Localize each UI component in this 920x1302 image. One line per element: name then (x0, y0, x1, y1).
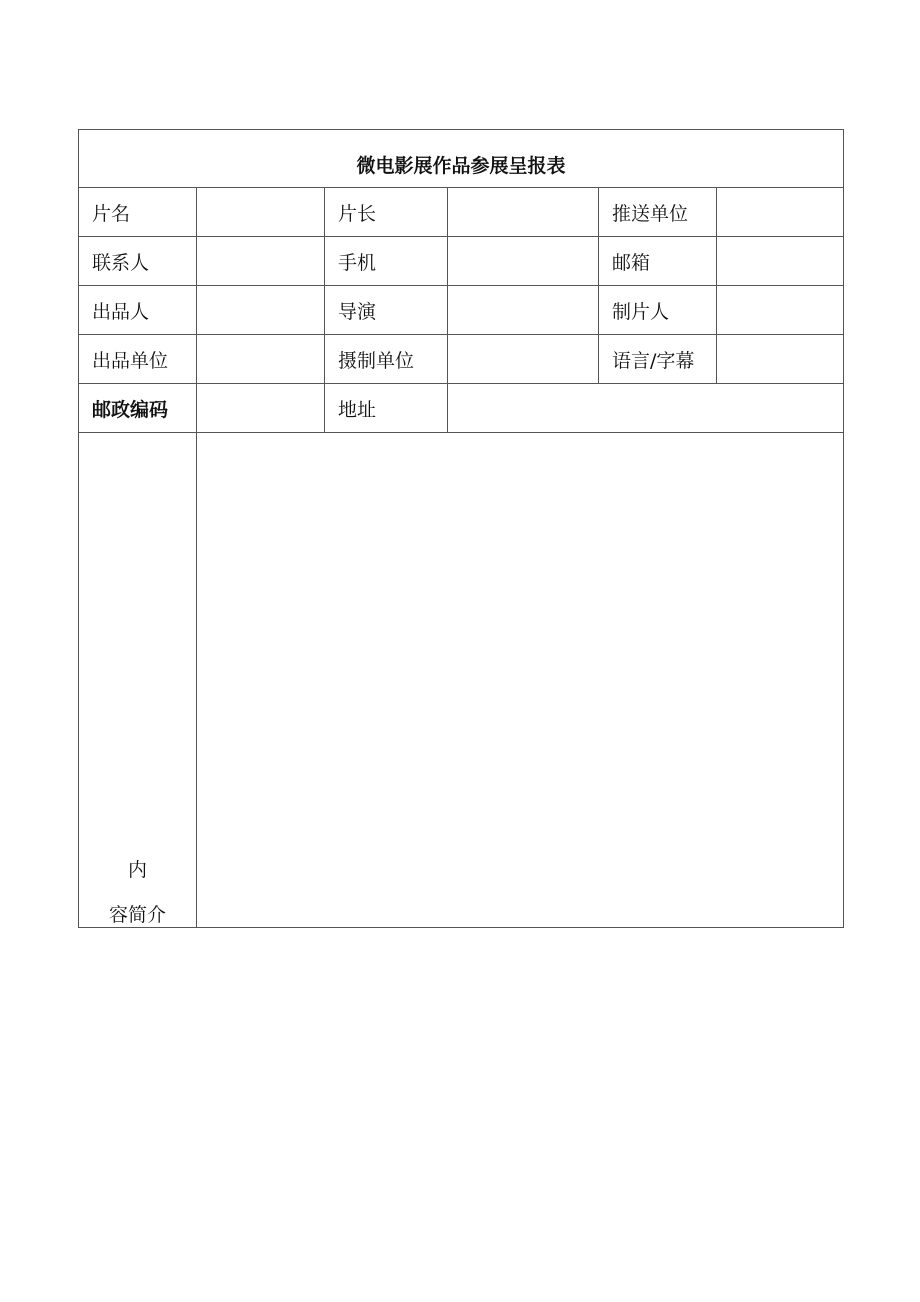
label-address: 地址 (325, 384, 448, 433)
field-address[interactable] (448, 384, 844, 433)
field-email[interactable] (717, 237, 844, 286)
field-synopsis[interactable] (197, 433, 844, 928)
label-executive-producer: 出品人 (79, 286, 197, 335)
label-filming-unit: 摄制单位 (325, 335, 448, 384)
field-film-title[interactable] (197, 188, 325, 237)
label-producer: 制片人 (599, 286, 717, 335)
field-filming-unit[interactable] (448, 335, 599, 384)
synopsis-label-line1: 内 (128, 859, 148, 881)
field-producer[interactable] (717, 286, 844, 335)
title-row (79, 130, 844, 188)
synopsis-label-line2: 容简介 (109, 904, 167, 926)
field-executive-producer[interactable] (197, 286, 325, 335)
field-contact-person[interactable] (197, 237, 325, 286)
field-production-company[interactable] (197, 335, 325, 384)
field-submitting-unit[interactable] (717, 188, 844, 237)
field-mobile[interactable] (448, 237, 599, 286)
label-email: 邮箱 (599, 237, 717, 286)
label-contact-person: 联系人 (79, 237, 197, 286)
label-film-title: 片名 (79, 188, 197, 237)
label-mobile: 手机 (325, 237, 448, 286)
form-row-units (79, 335, 844, 384)
form-title: 微电影展作品参展呈报表 (79, 130, 844, 188)
form-row-crew (79, 286, 844, 335)
label-production-company: 出品单位 (79, 335, 197, 384)
form-row-address (79, 384, 844, 433)
label-language-subtitles: 语言/字幕 (599, 335, 717, 384)
submission-form-table (78, 129, 844, 928)
form-row-contact (79, 237, 844, 286)
label-film-length: 片长 (325, 188, 448, 237)
label-director: 导演 (325, 286, 448, 335)
label-synopsis (79, 433, 197, 928)
field-film-length[interactable] (448, 188, 599, 237)
field-language-subtitles[interactable] (717, 335, 844, 384)
field-director[interactable] (448, 286, 599, 335)
form-row-title-length-unit (79, 188, 844, 237)
label-submitting-unit: 推送单位 (599, 188, 717, 237)
label-postcode: 邮政编码 (79, 384, 197, 433)
field-postcode[interactable] (197, 384, 325, 433)
form-row-synopsis (79, 433, 844, 928)
